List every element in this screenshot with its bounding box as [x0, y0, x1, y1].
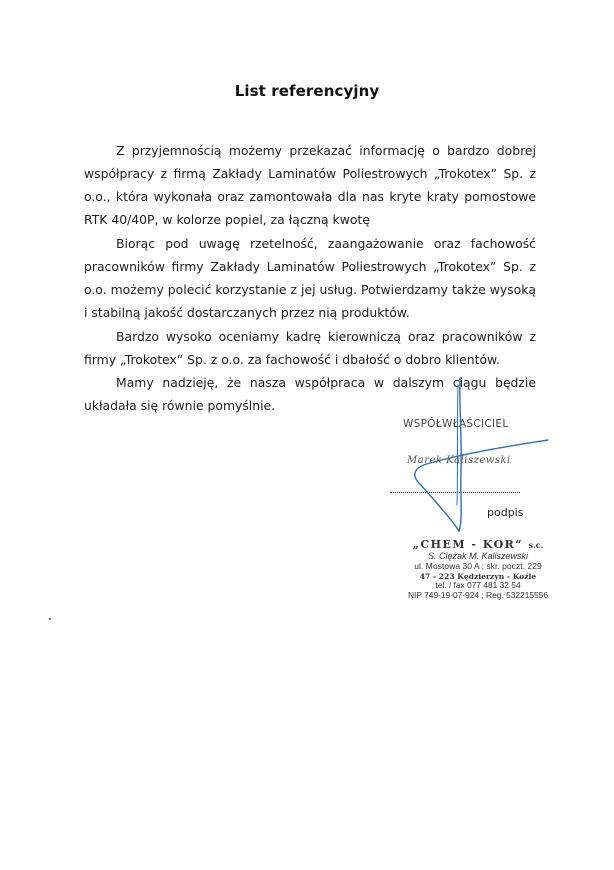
- signature-label: podpis: [487, 506, 524, 519]
- paragraph-3-text: Bardzo wysoko oceniamy kadrę kierowniczą oraz pracowników z firmy „Trokotex” Sp. z o.o. za fachowość i dbałość o dobro klientów.: [84, 329, 536, 367]
- document-title: List referencyjny: [234, 82, 380, 100]
- scan-speck: [49, 618, 51, 620]
- signer-name-stamp: Marek Kaliszewski: [407, 455, 511, 466]
- stamp-company-name: „CHEM - KOR“: [412, 538, 524, 551]
- paragraph-4-text: Mamy nadzieję, że nasza współpraca w dalszym ciągu będzie układała się równie pomyślnie.: [84, 375, 536, 413]
- stamp-owners: S. Ciężak M. Kaliszewski: [427, 551, 529, 561]
- company-stamp: [392, 539, 564, 600]
- paragraph-2-text: Biorąc pod uwagę rzetelność, zaangażowanie oraz fachowość pracowników firmy Zakłady Laminatów Poliestrowych „Trokotex” Sp. z o.o. możemy polecić korzystanie z jej usług. Potwierdzamy także wysoką i stabilną jakość dostarczanych przez nią produktów.: [84, 236, 536, 320]
- signature-line: [390, 492, 520, 493]
- paragraph-3: [84, 325, 536, 371]
- paragraph-1-text: Z przyjemnością możemy przekazać informację o bardzo dobrej współpracy z firmą Zakłady Laminatów Poliestrowych „Trokotex” Sp. z o.o., która wykonała oraz zamontowała dla nas kryte kraty pomostowe RTK 40/40P, w kolorze popiel, za łączną kwotę: [84, 143, 536, 227]
- signer-role: WSPÓŁWŁAŚCICIEL: [403, 418, 509, 430]
- stamp-registration: NIP 749-19-07-924 ; Reg. 532215556: [408, 590, 548, 600]
- paragraph-4: [84, 371, 536, 417]
- stamp-phone: tel. / fax 077 481 32 54: [435, 579, 521, 590]
- stamp-address: ul. Mostowa 30 A ; skr. poczt. 229: [414, 561, 542, 571]
- paragraph-2: [84, 232, 536, 324]
- stamp-company: [392, 539, 564, 551]
- stamp-city: 47 - 223 Kędzierzyn - Koźle: [419, 571, 537, 581]
- stamp-company-suffix: s.c.: [528, 540, 544, 550]
- paragraph-1: [84, 139, 536, 231]
